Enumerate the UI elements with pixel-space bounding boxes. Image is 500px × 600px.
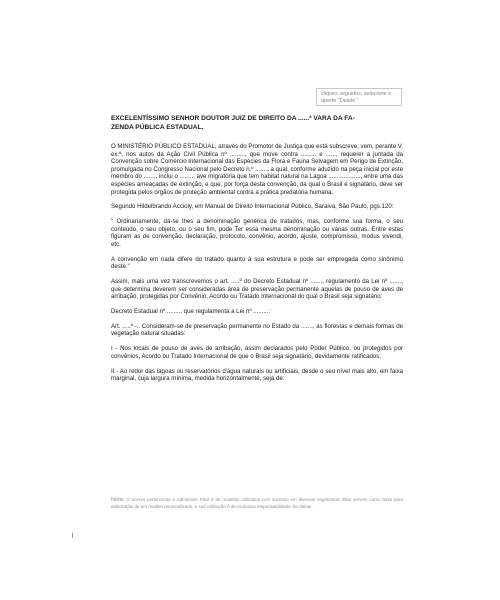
- document-body: [111, 143, 403, 390]
- paragraph-item-2: II - Ao redor das lagoas ou reservatórios d'água naturais ou artificiais, desde o seu nível mais alto, em faixa marginal, cuja largura mínima, medida horizontalmente, seja de:: [111, 367, 403, 383]
- instruction-line-1: cliques seguidos, selecione e: [321, 91, 392, 97]
- document-heading: [111, 114, 403, 132]
- instruction-box: [316, 88, 402, 106]
- paragraph-transcription: Assim, mais uma vez transcrevemos o art. .....º do Decreto Estadual nº ......., regulamento da Lei nº ......., que determina deverem ser consideradas área de preservação permanente aquelas de pouso de aves de arribação, protegidas por Convênio, Acordo ou Tratado Internacional do qual o Brasil seja signatário:: [111, 278, 403, 301]
- paragraph-decree: Decreto Estadual nº ........, que regulamenta a Lei nº .........:: [111, 308, 271, 316]
- page-mark: [72, 533, 73, 538]
- paragraph-intro: O MINISTÉRIO PÚBLICO ESTADUAL, através do Promotor de Justiça que está subscreve, vem, perante V. ex.ª, nos autos da Ação Civil Pública nº ........., que move contra ......... e ......, requerer a juntada da Convenção sobre Comércio Internacional das Espécies da Flora e Fauna Selvagem em Perigo de Extinção, promulgada no Congresso Nacional pelo Decreto n.º ......., a qual, conforme aduzido na peça inicial por este membro do ......., inclui o ........, ave migratória que tem habitat natural na Lagoa ..................., entre uma das espécies ameaçadas de extinção, e que, por força desta convenção, da qual o Brasil é signatário, deve ser protegida pelos órgãos de proteção ambiental contra a prática predatória humana.: [111, 143, 403, 196]
- paragraph-quote-2: A convenção em nada difere do tratado quanto à sua estrutura e pode ser empregada como sinônimo deste.": [111, 255, 403, 271]
- instruction-line-2: aperte "Delete": [321, 98, 358, 104]
- paragraph-article: Art. .....º -.. Consideram-se de preservação permanente no Estado da ......., as florestas e demais formas de vegetação natural situadas:: [111, 322, 403, 338]
- paragraph-quote-1: " Ordinariamente, dá-se lhes a denominação genérica de tratados, mas, conforme sua forma, o seu conteúdo, o seu objeto, ou o seu fim, pode Ter essa mesma denominação ou várias outras. Entre estas figuram as de convenção, declaração, protocolo, convênio, acordo, ajuste, compromisso, modus vivendi, etc.: [111, 218, 403, 248]
- note-text: O acervo pertencente a Administre Fácil é de modelos utilizados com sucesso em diversos segmentos. Eles servem como base para elaboração de um modelo personalizado, e sua utilização é de exclusiva responsabilidade do cliente.: [111, 497, 403, 509]
- footer-note: [111, 497, 403, 510]
- note-label: Nota:: [111, 497, 125, 503]
- paragraph-citation-intro: Segundo Hildelbrando Accioly, em Manual de Direito Internacional Público, Saraiva, São Paulo, pgs.120:: [111, 203, 394, 211]
- heading-line-2: ZENDA PÚBLICA ESTADUAL.: [111, 124, 204, 131]
- heading-line-1: EXCELENTÍSSIMO SENHOR DOUTOR JUIZ DE DIREITO DA ......ª VARA DA FA-: [111, 115, 355, 122]
- paragraph-item-1: I - Nos locais de pouso de aves de arribação, assim declarados pelo Poder Público, ou protegidos por convênios, Acordo ou Tratado Internacional de que o Brasil seja signatário, devidamente ratificados;: [111, 345, 403, 360]
